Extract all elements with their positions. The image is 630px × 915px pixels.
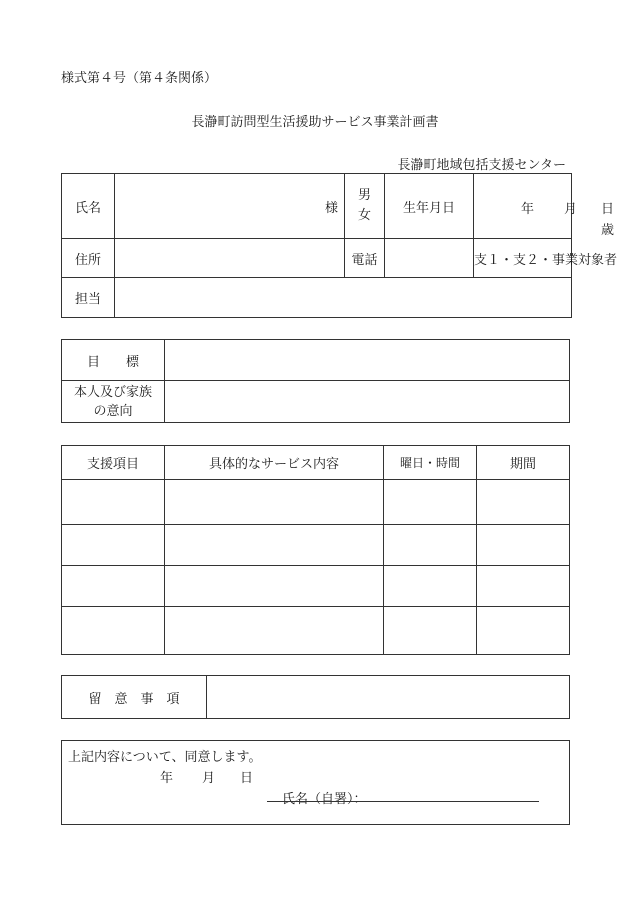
birthdate-field[interactable] (474, 174, 615, 239)
birth-year-label: 年 (521, 202, 535, 217)
birth-day-label: 日 (601, 202, 615, 217)
name-field[interactable] (115, 174, 345, 239)
period-cell[interactable] (477, 566, 570, 607)
form-number: 様式第４号（第４条関係） (61, 71, 218, 86)
signature-line[interactable] (267, 801, 539, 802)
period-cell[interactable] (477, 525, 570, 566)
sex-field[interactable] (345, 174, 385, 239)
intention-label-line1: 本人及び家族 (73, 384, 152, 400)
age-unit-label: 歳 (601, 223, 615, 238)
notes-label: 留 意 事 項 (62, 676, 207, 719)
consent-box (61, 740, 570, 825)
document-title: 長瀞町訪問型生活援助サービス事業計画書 (191, 115, 439, 130)
header-service-content: 具体的なサービス内容 (165, 446, 384, 480)
name-label: 氏名 (62, 174, 115, 239)
header-support-item: 支援項目 (62, 446, 165, 480)
table-row (62, 480, 570, 525)
goal-field[interactable] (165, 340, 570, 381)
day-time-cell[interactable] (384, 566, 477, 607)
intention-label (62, 381, 165, 423)
sex-male-label: 男 (357, 188, 371, 203)
address-field[interactable] (115, 239, 345, 278)
consent-year-label: 年 (160, 771, 174, 786)
table-row (62, 607, 570, 655)
notes-field[interactable] (207, 676, 570, 719)
service-table (61, 445, 570, 655)
staff-label: 担当 (62, 278, 115, 318)
support-item-cell[interactable] (62, 607, 165, 655)
goal-label: 目 標 (62, 340, 165, 381)
staff-field[interactable] (115, 278, 572, 318)
service-content-cell[interactable] (165, 480, 384, 525)
sex-female-label: 女 (357, 208, 371, 223)
consent-statement: 上記内容について、同意します。 (68, 750, 262, 765)
birth-month-label: 月 (564, 202, 578, 217)
day-time-cell[interactable] (384, 525, 477, 566)
honorific-label: 様 (324, 200, 338, 216)
header-day-time: 曜日・時間 (384, 446, 477, 480)
day-time-cell[interactable] (384, 480, 477, 525)
phone-field[interactable] (385, 239, 474, 278)
notes-table (61, 675, 570, 719)
phone-label: 電話 (345, 239, 385, 278)
support-item-cell[interactable] (62, 525, 165, 566)
header-period: 期間 (477, 446, 570, 480)
service-content-cell[interactable] (165, 525, 384, 566)
table-row (62, 566, 570, 607)
support-item-cell[interactable] (62, 566, 165, 607)
support-item-cell[interactable] (62, 480, 165, 525)
day-time-cell[interactable] (384, 607, 477, 655)
person-info-table (61, 173, 618, 318)
period-cell[interactable] (477, 480, 570, 525)
intention-label-line2: の意向 (93, 403, 133, 419)
organization-name: 長瀞町地域包括支援センター (397, 158, 566, 173)
birthdate-label: 生年月日 (385, 174, 474, 239)
consent-day-label: 日 (240, 771, 254, 786)
table-row (62, 525, 570, 566)
service-content-cell[interactable] (165, 607, 384, 655)
goals-table (61, 339, 570, 423)
signature-label: 氏名（自署）： (282, 792, 367, 807)
intention-field[interactable] (165, 381, 570, 423)
category-selector[interactable]: 支１・支２・事業対象者 (474, 239, 572, 278)
service-content-cell[interactable] (165, 566, 384, 607)
address-label: 住所 (62, 239, 115, 278)
period-cell[interactable] (477, 607, 570, 655)
consent-month-label: 月 (202, 771, 216, 786)
